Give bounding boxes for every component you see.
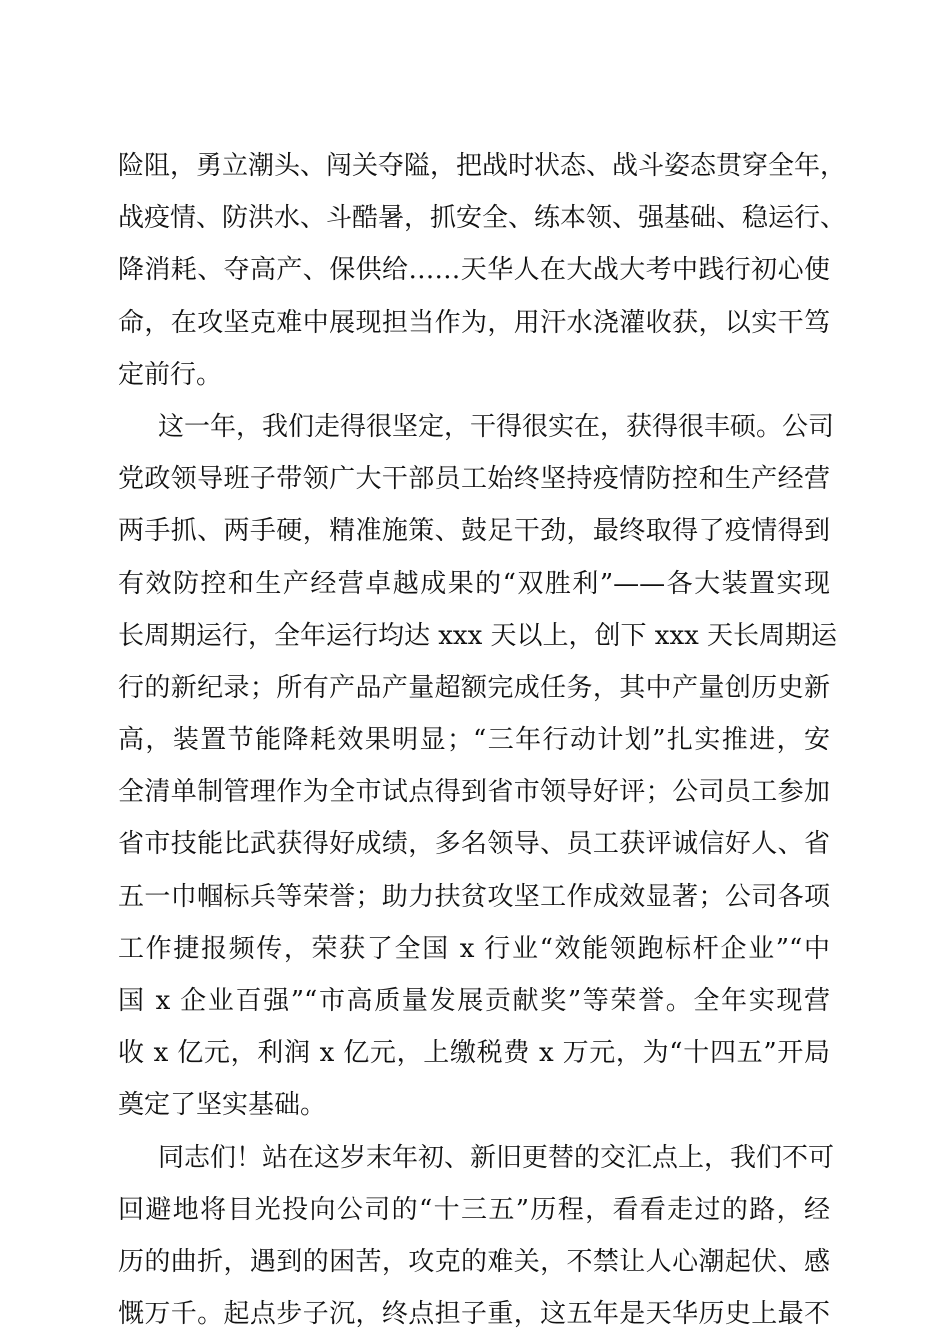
text-line: 全清单制管理作为全市试点得到省市领导好评；公司员工参加 (118, 777, 830, 808)
text-line: 工作捷报频传，荣获了全国 x 行业“效能领跑标杆企业”“中 (118, 933, 830, 964)
document-body (118, 140, 847, 1340)
text-line: 险阻，勇立潮头、闯关夺隘，把战时状态、战斗姿态贯穿全年， (118, 151, 847, 181)
text-line: 五一巾帼标兵等荣誉；助力扶贫攻坚工作成效显著；公司各项 (118, 881, 830, 912)
text-line: 两手抓、两手硬，精准施策、鼓足干劲，最终取得了疫情得到 (118, 516, 830, 547)
text-line: 有效防控和生产经营卓越成果的“双胜利”——各大装置实现 (118, 568, 830, 599)
text-line: 国 x 企业百强”“市高质量发展贡献奖”等荣誉。全年实现营 (118, 986, 830, 1016)
text-line: 回避地将目光投向公司的“十三五”历程，看看走过的路，经 (118, 1194, 830, 1225)
text-line: 长周期运行，全年运行均达 xxx 天以上，创下 xxx 天长周期运 (118, 620, 838, 651)
text-line: 慨万千。起点步子沉，终点担子重，这五年是天华历史上最不 (118, 1299, 830, 1330)
text-line: 定前行。 (118, 359, 223, 390)
text-line: 战疫情、防洪水、斗酷暑，抓安全、练本领、强基础、稳运行、 (118, 203, 847, 234)
paragraph-2 (118, 401, 838, 1132)
text-line: 高，装置节能降耗效果明显；“三年行动计划”扎实推进，安 (118, 725, 830, 756)
text-line: 命，在攻坚克难中展现担当作为，用汗水浇灌收获，以实干笃 (118, 307, 830, 338)
text-line: 行的新纪录；所有产品产量超额完成任务，其中产量创历史新 (118, 672, 830, 703)
text-line: 奠定了坚实基础。 (118, 1090, 327, 1121)
text-line: 省市技能比武获得好成绩，多名领导、员工获评诚信好人、省 (118, 829, 830, 860)
text-line: 历的曲折，遇到的困苦，攻克的难关，不禁让人心潮起伏、感 (118, 1246, 830, 1277)
text-line: 党政领导班子带领广大干部员工始终坚持疫情防控和生产经营 (118, 464, 830, 495)
text-line: 同志们！站在这岁末年初、新旧更替的交汇点上，我们不可 (158, 1142, 835, 1173)
paragraph-3 (118, 1132, 835, 1341)
text-line: 收 x 亿元，利润 x 亿元，上缴税费 x 万元，为“十四五”开局 (118, 1038, 830, 1069)
text-line: 降消耗、夺高产、保供给……天华人在大战大考中践行初心使 (118, 255, 830, 286)
text-line: 这一年，我们走得很坚定，干得很实在，获得很丰硕。公司 (158, 411, 835, 442)
paragraph-1 (118, 140, 847, 401)
